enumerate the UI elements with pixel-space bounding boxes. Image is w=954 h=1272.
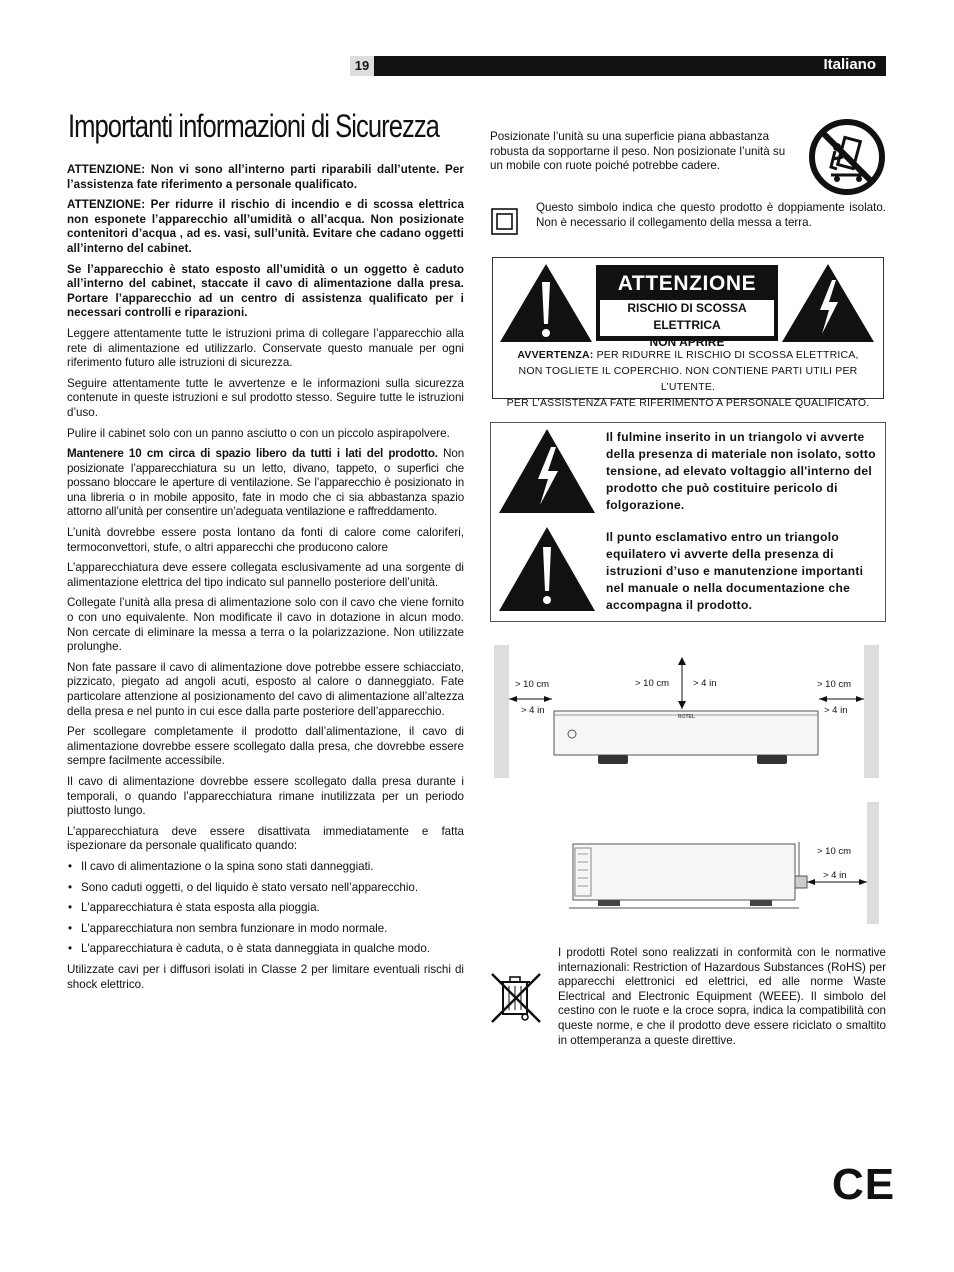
cart-warning-text: Posizionate l’unità su una superficie piana abbastanza robusta da sopportarne il peso. Non posizionate l’unità su un mobile con ruote poiché potrebbe cadere. xyxy=(490,130,786,173)
header-bar xyxy=(350,56,886,76)
body-paragraph: L’apparecchiatura deve essere disattivata immediatamente e fatta ispezionare da personale qualificato quando: xyxy=(67,824,464,853)
clearance-rear-in: > 4 in xyxy=(823,870,847,881)
warning-paragraph: ATTENZIONE: Per ridurre il rischio di incendio e di scossa elettrica non esponete l’apparecchio all’umidità o all’acqua. Non posizionate contenitori d’acqua , ad es. vasi, sull’unità. Evitare che cadano oggetti all’interno del cabinet. xyxy=(67,198,464,255)
avvertenza-line: PER RIDURRE IL RISCHIO DI SCOSSA ELETTRICA, xyxy=(593,349,859,361)
ce-mark: CE xyxy=(832,1160,896,1209)
clearance-right-cm: > 10 cm xyxy=(817,679,852,690)
ventilation-bold: Mantenere 10 cm circa di spazio libero da tutti i lati del prodotto. xyxy=(67,447,438,461)
exclamation-triangle-icon xyxy=(498,262,594,344)
no-cart-icon xyxy=(807,117,887,197)
header-language: Italiano xyxy=(823,56,876,73)
clearance-rear-cm: > 10 cm xyxy=(817,846,852,857)
attenzione-sub-line: RISCHIO DI SCOSSA ELETTRICA xyxy=(627,301,747,332)
weee-text: I prodotti Rotel sono realizzati in conformità con le normative internazionali: Restriction of Hazardous Substances (RoHS) per apparecchi elettronici ed elettrici, ed alle norme Waste Electrical and Electronic Equipment (WEEE). Il simbolo del cestino con le ruote e la croce sopra, indica la compatibilità con queste norme, e che il prodotto deve essere riciclato o smaltito in ottemperanza a queste direttive. xyxy=(558,946,886,1047)
body-paragraph: Pulire il cabinet solo con un panno asciutto o con un piccolo aspirapolvere. xyxy=(67,426,450,440)
clearance-diagram-side xyxy=(493,802,879,924)
body-paragraph xyxy=(67,447,464,520)
avvertenza-text xyxy=(500,347,876,411)
ventilation-text: Non posizionate l’apparecchiatura su un letto, divano, tappeto, o superfici che possano bloccare le aperture di ventilazione. Se l’apparecchio è posizionato in una libreria o in mobile apposito, fate in modo che ci sia abbastanza spazio attorno all’unità per consentire un’adeguata ventilazione e raffreddamento. xyxy=(67,447,464,519)
page-title: Importanti informazioni di Sicurezza xyxy=(68,108,439,144)
list-item: • L'apparecchiatura è stata esposta alla pioggia. xyxy=(67,901,464,916)
attenzione-subtitle xyxy=(600,300,774,349)
page-number: 19 xyxy=(350,56,374,76)
body-paragraph: Utilizzate cavi per i diffusori isolati in Classe 2 per limitare eventuali rischi di shock elettrico. xyxy=(67,962,464,991)
attenzione-sub-line: NON APRIRE xyxy=(649,335,725,349)
left-column xyxy=(67,163,464,998)
clearance-top-cm: > 10 cm xyxy=(635,678,670,689)
avvertenza-line: NON TOGLIETE IL COPERCHIO. NON CONTIENE PARTI UTILI PER L’UTENTE. xyxy=(518,365,858,393)
brand-logo: ROTEL xyxy=(678,714,695,720)
body-paragraph: Non fate passare il cavo di alimentazione dove potrebbe essere schiacciato, pizzicato, piegato ad angoli acuti, esposto al calore o danneggiato. Fate particolare attenzione al posizionamento del cavo di alimentazione all’altezza della presa e nel punto in cui esce dalla parte posteriore dell’apparecchio. xyxy=(67,660,464,718)
clearance-right-in: > 4 in xyxy=(824,705,848,716)
body-paragraph: Leggere attentamente tutte le istruzioni prima di collegare l’apparecchio alla rete di alimentazione ed utilizzarlo. Conservate questo manuale per ogni riferimento futuro alle istruzioni di sicurezza. xyxy=(67,326,464,370)
body-paragraph: Per scollegare completamente il prodotto dall’alimentazione, il cavo di alimentazione dovrebbe essere scollegato dalla presa, che dovrebbe essere sempre facilmente accessibile. xyxy=(67,725,464,768)
double-insulation-icon xyxy=(491,208,518,235)
lightning-explanation: Il fulmine inserito in un triangolo vi avverte della presenza di materiale non isolato, sotto tensione, ad elevato voltaggio all'interno del prodotto che può costituire pericolo di folgorazione. xyxy=(606,430,876,512)
double-insulation-text: Questo simbolo indica che questo prodotto è doppiamente isolato. Non è necessario il collegamento della messa a terra. xyxy=(536,201,886,229)
list-item: • Sono caduti oggetti, o del liquido è stato versato nell’apparecchio. xyxy=(67,881,464,896)
attenzione-panel xyxy=(596,265,778,349)
body-paragraph: L’unità dovrebbe essere posta lontano da fonti di calore come caloriferi, termoconvettori, stufe, o altri apparecchi che producono calore xyxy=(67,526,464,554)
body-paragraph: Collegate l’unità alla presa di alimentazione solo con il cavo che viene fornito o con uno equivalente. Non modificate il cavo in dotazione in alcun modo. Non cercate di eliminare la messa a terra o la polarizzazione. Non utilizzate prolunghe. xyxy=(67,596,464,654)
inspection-list xyxy=(67,860,464,957)
attenzione-title: ATTENZIONE xyxy=(617,272,757,295)
clearance-left-in: > 4 in xyxy=(521,705,545,716)
list-item: • L'apparecchiatura non sembra funzionare in modo normale. xyxy=(67,922,464,937)
weee-bin-icon xyxy=(488,970,544,1026)
lightning-triangle-icon xyxy=(780,262,876,344)
avvertenza-line: PER L’ASSISTENZA FATE RIFERIMENTO A PERSONALE QUALIFICATO. xyxy=(506,397,870,409)
avvertenza-label: AVVERTENZA: xyxy=(517,349,594,361)
exclamation-explanation: Il punto esclamativo entro un triangolo equilatero vi avverte della presenza di istruzioni d’uso e manutenzione importanti nel manuale o nella documentazione che accompagna il prodotto. xyxy=(606,530,864,612)
list-item: • Il cavo di alimentazione o la spina sono stati danneggiati. xyxy=(67,860,464,875)
clearance-top-in: > 4 in xyxy=(693,678,717,689)
warning-paragraph: Se l’apparecchio è stato esposto all’umidità o un oggetto è caduto all’interno del cabinet, staccate il cavo di alimentazione dalla presa. Portare l’apparecchio ad un centro di assistenza qualificato per i necessari controlli e riparazioni. xyxy=(67,262,464,320)
list-item: • L'apparecchiatura è caduta, o è stata danneggiata in qualche modo. xyxy=(67,942,464,957)
body-paragraph: L’apparecchiatura deve essere collegata esclusivamente ad una sorgente di alimentazione elettrica del tipo indicato sul pannello posteriore dell’unità. xyxy=(67,561,464,589)
body-paragraph: Il cavo di alimentazione dovrebbe essere scollegato dalla presa durante i temporali, o quando l’apparecchiatura rimane inutilizzata per un periodo piuttosto lungo. xyxy=(67,774,464,818)
lightning-triangle-icon xyxy=(497,427,597,515)
clearance-diagram-front xyxy=(494,645,879,778)
clearance-left-cm: > 10 cm xyxy=(515,679,550,690)
body-paragraph: Seguire attentamente tutte le avvertenze e le informazioni sulla sicurezza contenute in queste istruzioni e sul prodotto stesso. Seguire tutte le istruzioni d’uso. xyxy=(67,376,464,419)
exclamation-triangle-icon xyxy=(497,525,597,613)
warning-paragraph: ATTENZIONE: Non vi sono all’interno parti riparabili dall’utente. Per l’assistenza fate riferimento a personale qualificato. xyxy=(67,163,464,191)
